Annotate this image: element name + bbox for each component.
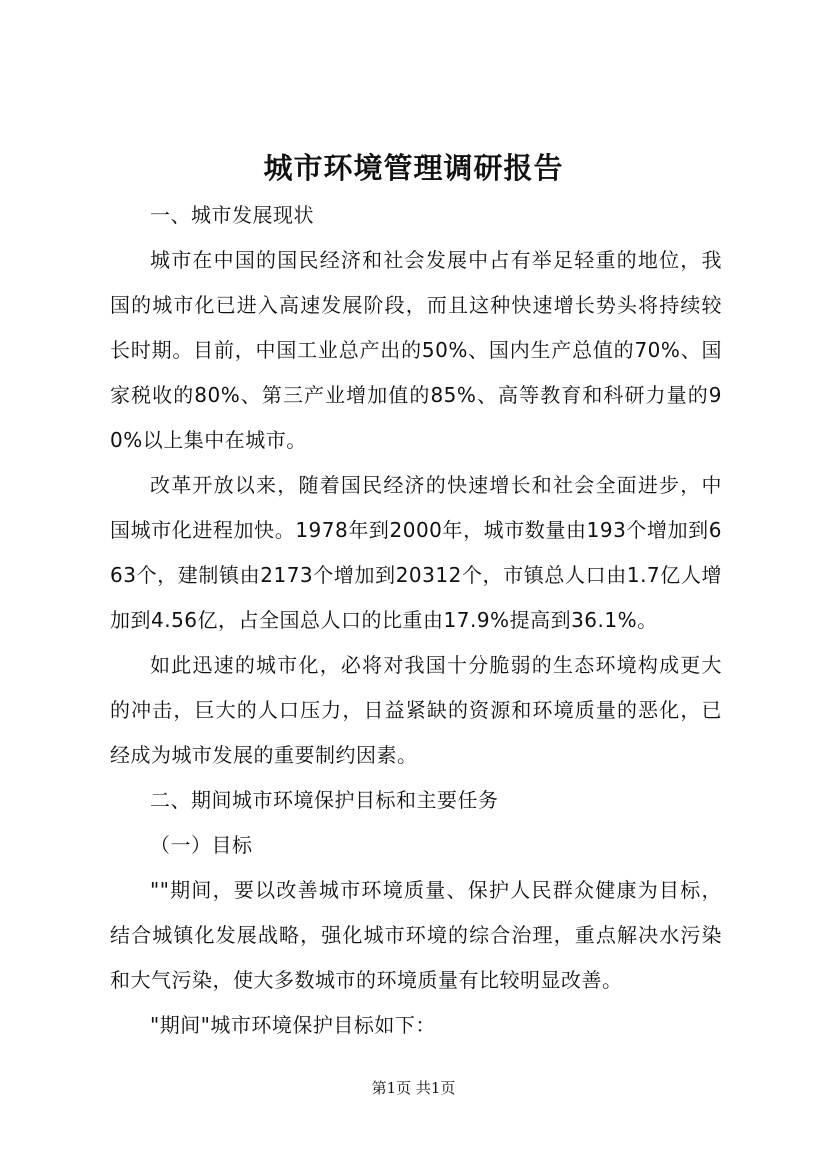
paragraph: 改革开放以来，随着国民经济的快速增长和社会全面进步，中国城市化进程加快。1978年到2000年，城市数量由193个增加到663个，建制镇由2173个增加到20312个，市镇总人口由1.7亿人增加到4.56亿，占全国总人口的比重由17.9%提高到36.1%。 xyxy=(110,473,722,632)
document-title: 城市环境管理调研报告 xyxy=(263,151,564,185)
paragraph: ""期间，要以改善城市环境质量、保护人民群众健康为目标，结合城镇化发展战略，强化城市环境的综合治理，重点解决水污染和大气污染，使大多数城市的环境质量有比较明显改善。 xyxy=(110,878,722,992)
paragraph: 如此迅速的城市化，必将对我国十分脆弱的生态环境构成更大的冲击，巨大的人口压力，日益紧缺的资源和环境质量的恶化，已经成为城市发展的重要制约因素。 xyxy=(110,653,722,767)
document-body xyxy=(110,193,722,1048)
paragraph: 城市在中国的国民经济和社会发展中占有举足轻重的地位，我国的城市化已进入高速发展阶段，而且这种快速增长势头将持续较长时期。目前，中国工业总产出的50%、国内生产总值的70%、国家税收的80%、第三产业增加值的85%、高等教育和科研力量的90%以上集中在城市。 xyxy=(110,248,722,452)
paragraph: "期间"城市环境保护目标如下： xyxy=(150,1013,436,1037)
section-heading-2: 二、期间城市环境保护目标和主要任务 xyxy=(150,788,499,812)
subsection-heading: （一）目标 xyxy=(150,833,253,857)
section-heading-1: 一、城市发展现状 xyxy=(150,203,314,227)
page-number-footer: 第1页 共1页 xyxy=(371,1079,456,1097)
